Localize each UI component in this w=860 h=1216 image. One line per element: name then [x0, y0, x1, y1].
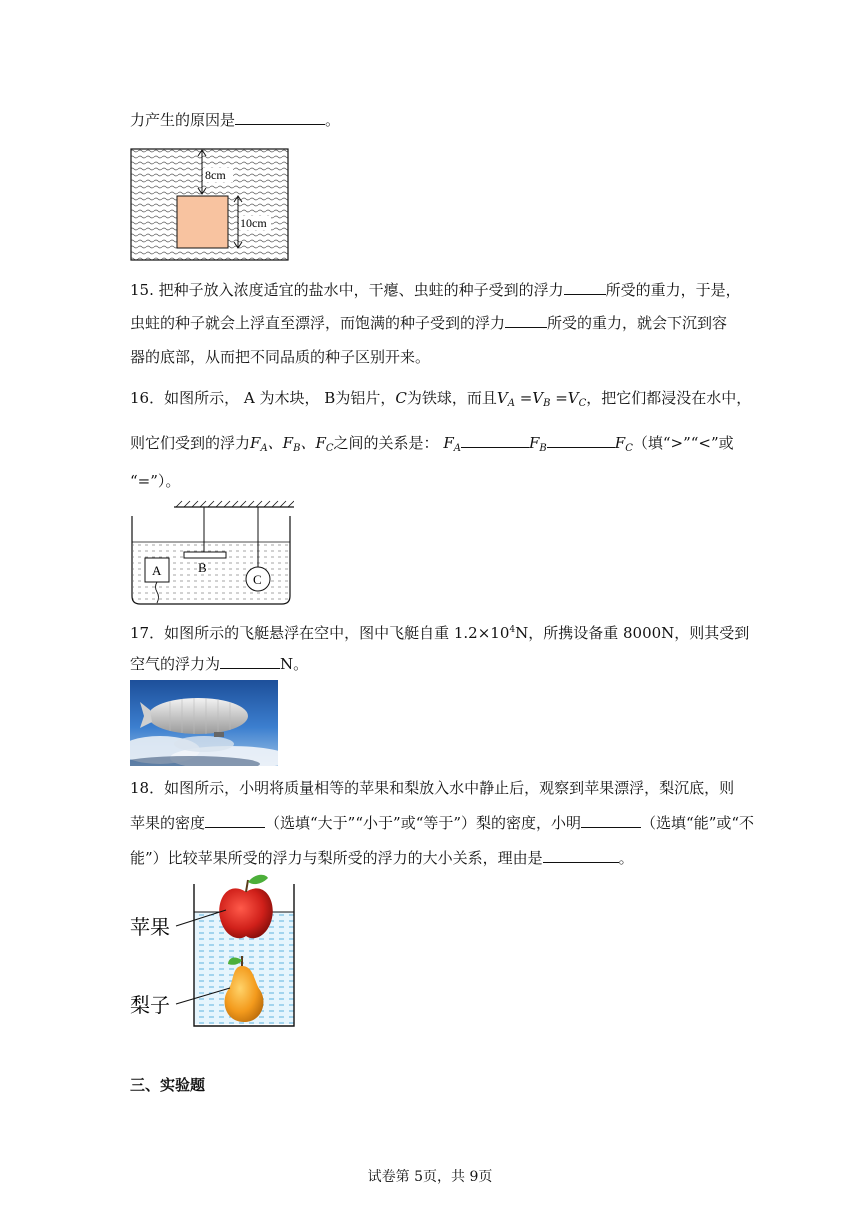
aluminum-sheet-b — [184, 552, 226, 558]
q18-line3 — [130, 848, 634, 868]
side-length-label: 10cm — [240, 216, 267, 230]
buoyancy-symbols: $F_A$、$F_B$、$F_C$ — [250, 434, 334, 454]
apple-pear-figure — [128, 870, 300, 1030]
q14-end: 。 — [325, 111, 341, 129]
q16-var-b: B — [324, 389, 336, 407]
label-b: B — [198, 560, 207, 575]
answer-blank[interactable] — [461, 433, 529, 448]
q16-text: 则它们受到的浮力 — [130, 434, 251, 452]
airship — [148, 698, 248, 734]
submerged-block — [177, 196, 228, 248]
q16-text: 16．如图所示， — [130, 389, 240, 407]
q16-text: （填“>”“<”或 — [632, 434, 734, 452]
answer-blank[interactable] — [235, 110, 325, 125]
q16-text: 为铝片， — [335, 389, 396, 407]
q16-text: ，把它们都浸没在水中， — [586, 389, 752, 407]
answer-blank[interactable] — [205, 813, 265, 828]
q18-text: 。 — [618, 849, 634, 867]
q17-text: N，所携设备重 8000N，则其受到 — [515, 624, 750, 642]
q15-line1 — [130, 280, 741, 300]
three-objects-figure — [130, 500, 294, 608]
q15-text: 器的底部，从而把不同品质的种子区别开来。 — [130, 348, 431, 366]
apple-label: 苹果 — [130, 915, 170, 939]
q16-text: 为铁球，而且 — [406, 389, 497, 407]
q16-line1 — [130, 388, 751, 414]
q17-text: 17．如图所示的飞艇悬浮在空中，图中飞艇自重 1.2×10 — [130, 624, 510, 642]
apple — [219, 875, 273, 939]
page-footer: 试卷第 5页，共 9页 — [367, 1169, 493, 1185]
airship-photo — [130, 680, 278, 766]
answer-blank[interactable] — [543, 848, 619, 863]
q18-text: 18．如图所示，小明将质量相等的苹果和梨放入水中静止后，观察到苹果漂浮，梨沉底，则 — [130, 779, 735, 797]
q16-text: 之间的关系是： — [333, 434, 439, 452]
q18-text: （选填“能”或“不 — [641, 814, 755, 832]
q15-line3 — [130, 347, 430, 367]
q15-text: 所受的重力，于是， — [605, 281, 741, 299]
q15-text: 15. 把种子放入浓度适宜的盐水中，干瘪、虫蛀的种子受到的浮力 — [130, 281, 564, 299]
q15-text: 所受的重力，就会下沉到容 — [547, 314, 728, 332]
label-c: C — [253, 572, 262, 587]
answer-blank[interactable] — [220, 654, 280, 669]
answer-blank[interactable] — [547, 433, 615, 448]
q16-line3 — [130, 471, 180, 491]
q18-line1 — [130, 778, 734, 798]
q16-var-a: A — [243, 389, 255, 407]
q17-line1 — [130, 620, 749, 643]
q18-text: 能”）比较苹果所受的浮力与梨所受的浮力的大小关系，理由是 — [130, 849, 543, 867]
answer-blank[interactable] — [581, 813, 641, 828]
q14-tail — [130, 110, 340, 130]
q17-text: 空气的浮力为 — [130, 655, 221, 673]
q17-line2 — [130, 654, 308, 674]
q16-var-c: C — [395, 389, 407, 407]
block-in-water-figure — [130, 148, 290, 262]
q15-line2 — [130, 313, 727, 333]
q18-text: （选填“大于”“小于”或“等于”）梨的密度，小明 — [265, 814, 582, 832]
answer-blank[interactable] — [564, 280, 606, 295]
q14-text: 力产生的原因是 — [130, 111, 236, 129]
q16-text: “=”）。 — [130, 472, 181, 490]
section-heading: 三、实验题 — [130, 1076, 206, 1094]
answer-blank[interactable] — [505, 313, 547, 328]
q16-text: 为木块， — [259, 389, 320, 407]
pear-label: 梨子 — [130, 993, 170, 1017]
depth-label: 8cm — [205, 168, 226, 182]
exponent: 4 — [509, 625, 516, 635]
label-a: A — [152, 563, 162, 578]
q16-line2: 则它们受到的浮力$F_A$、$F_B$、$F_C$之间的关系是： $F_A$ $F_B$ $F_C$（填“>”“<”或 — [130, 434, 734, 454]
volume-equation: $V_A =V_B =V_C$ — [496, 389, 587, 409]
q15-text: 虫蛀的种子就会上浮直至漂浮，而饱满的种子受到的浮力 — [130, 314, 506, 332]
q17-text: N。 — [280, 655, 309, 673]
q18-text: 苹果的密度 — [130, 814, 206, 832]
q18-line2 — [130, 813, 754, 833]
